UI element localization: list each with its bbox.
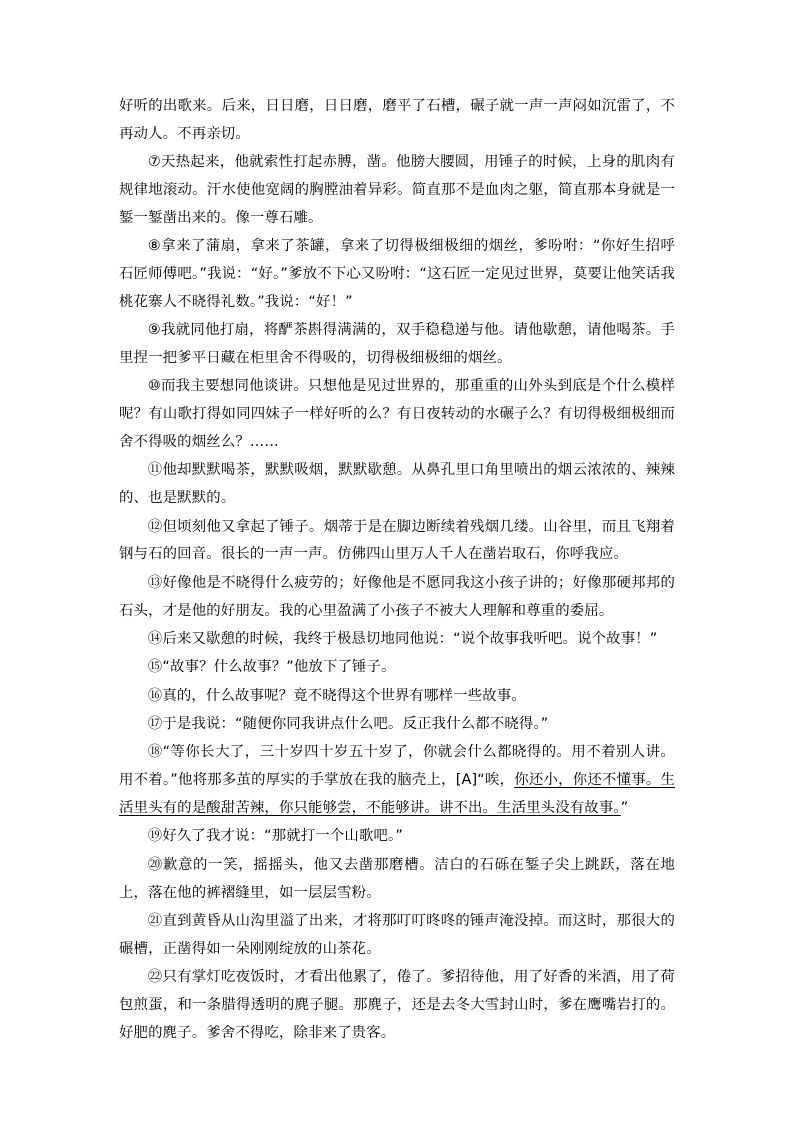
paragraph-19: ⑲好久了我才说：“那就打一个山歌吧。” — [147, 828, 403, 845]
paragraph-14: ⑭后来又歇憩的时候，我终于极恳切地同他说：“说个故事我听吧。说个故事！” — [147, 630, 658, 647]
paragraph-18-tail: ” — [620, 800, 629, 817]
paragraph-12: ⑫但顷刻他又拿起了锤子。烟蒂于是在脚边断续着残烟几缕。山谷里，而且飞翔着钢与石的回音。很长的一声一声。仿佛四山里万人千人在凿岩取石，你呼我应。 — [119, 518, 675, 563]
paragraph-20: ⑳歉意的一笑，摇摇头，他又去凿那磨槽。洁白的石砾在錾子尖上跳跃，落在地上，落在他的裤褶缝里，如一层层雪粉。 — [119, 856, 675, 901]
paragraph-16: ⑯真的，什么故事呢？竟不晓得这个世界有哪样一些故事。 — [147, 687, 526, 704]
paragraph-22: ㉒只有掌灯吃夜饭时，才看出他累了，倦了。爹招待他，用了好香的米酒，用了荷包煎蛋，和一条腊得透明的麂子腿。那麂子，还是去冬大雪封山时，爹在鹰嘴岩打的。好肥的麂子。爹舍不得吃，除非来了贵客。 — [119, 969, 675, 1041]
paragraph-18-lead: ⑱“等你长大了，三十岁四十岁五十岁了，你就会什么都晓得的。用不着别人讲。用不着。”他将那多茧的厚实的手掌放在我的脑壳上，[A]“唉， — [119, 744, 675, 789]
paragraph-9: ⑨我就同他打扇，将酽茶斟得满满的，双手稳稳递与他。请他歇憩，请他喝茶。手里捏一把爹平日藏在柜里舍不得吸的，切得极细极细的烟丝。 — [119, 322, 675, 366]
paragraph-17: ⑰于是我说：“随便你同我讲点什么吧。反正我什么都不晓得。” — [147, 716, 549, 733]
paragraph-6-continuation: 好听的出歌来。后来，日日磨，日日磨，磨平了石槽，碾子就一声一声闷如沉雷了，不再动人。不再亲切。 — [119, 98, 675, 142]
paragraph-13: ⑬好像他是不晓得什么疲劳的；好像他是不愿同我这小孩子讲的；好像那硬邦邦的石头，才是他的好朋友。我的心里盈满了小孩子不被大人理解和尊重的委屈。 — [119, 574, 675, 619]
paragraph-21: ㉑直到黄昏从山沟里溢了出来，才将那叮叮咚咚的锤声淹没掉。而这时，那很大的碾槽，正凿得如一朵刚刚绽放的山茶花。 — [119, 913, 675, 957]
paragraph-18 — [119, 739, 675, 822]
paragraph-11: ⑪他却默默喝茶，默默吸烟，默默歇憩。从鼻孔里口角里喷出的烟云浓浓的、辣辣的、也是默默的。 — [119, 462, 675, 507]
document-page — [119, 93, 675, 1048]
underlined-sentence-a: 你还小，你还不懂事。生活里头有的是酸甜苦辣，你只能够尝，不能够讲。讲不出。生活里头没有故事。 — [119, 772, 675, 817]
paragraph-8: ⑧拿来了蒲扇，拿来了茶罐，拿来了切得极细极细的烟丝，爹吩咐：“你好生招呼石匠师傅吧。”我说：“好。”爹放不下心又吩咐：“这石匠一定见过世界，莫要让他笑话我桃花寨人不晓得礼数。”我说：“好！” — [119, 238, 675, 310]
paragraph-15: ⑮“故事？什么故事？”他放下了锤子。 — [147, 659, 396, 676]
paragraph-7: ⑦天热起来，他就索性打起赤膊，凿。他膀大腰圆，用锤子的时候，上身的肌肉有规律地滚动。汗水使他宽阔的胸膛油着异彩。简直那不是血肉之躯，简直那本身就是一錾一錾凿出来的。像一尊石雕。 — [119, 154, 675, 226]
paragraph-10: ⑩而我主要想同他谈讲。只想他是见过世界的，那重重的山外头到底是个什么模样呢？有山歌打得如同四妹子一样好听的么？有日夜转动的水碾子么？有切得极细极细而舍不得吸的烟丝么？…… — [119, 378, 675, 450]
